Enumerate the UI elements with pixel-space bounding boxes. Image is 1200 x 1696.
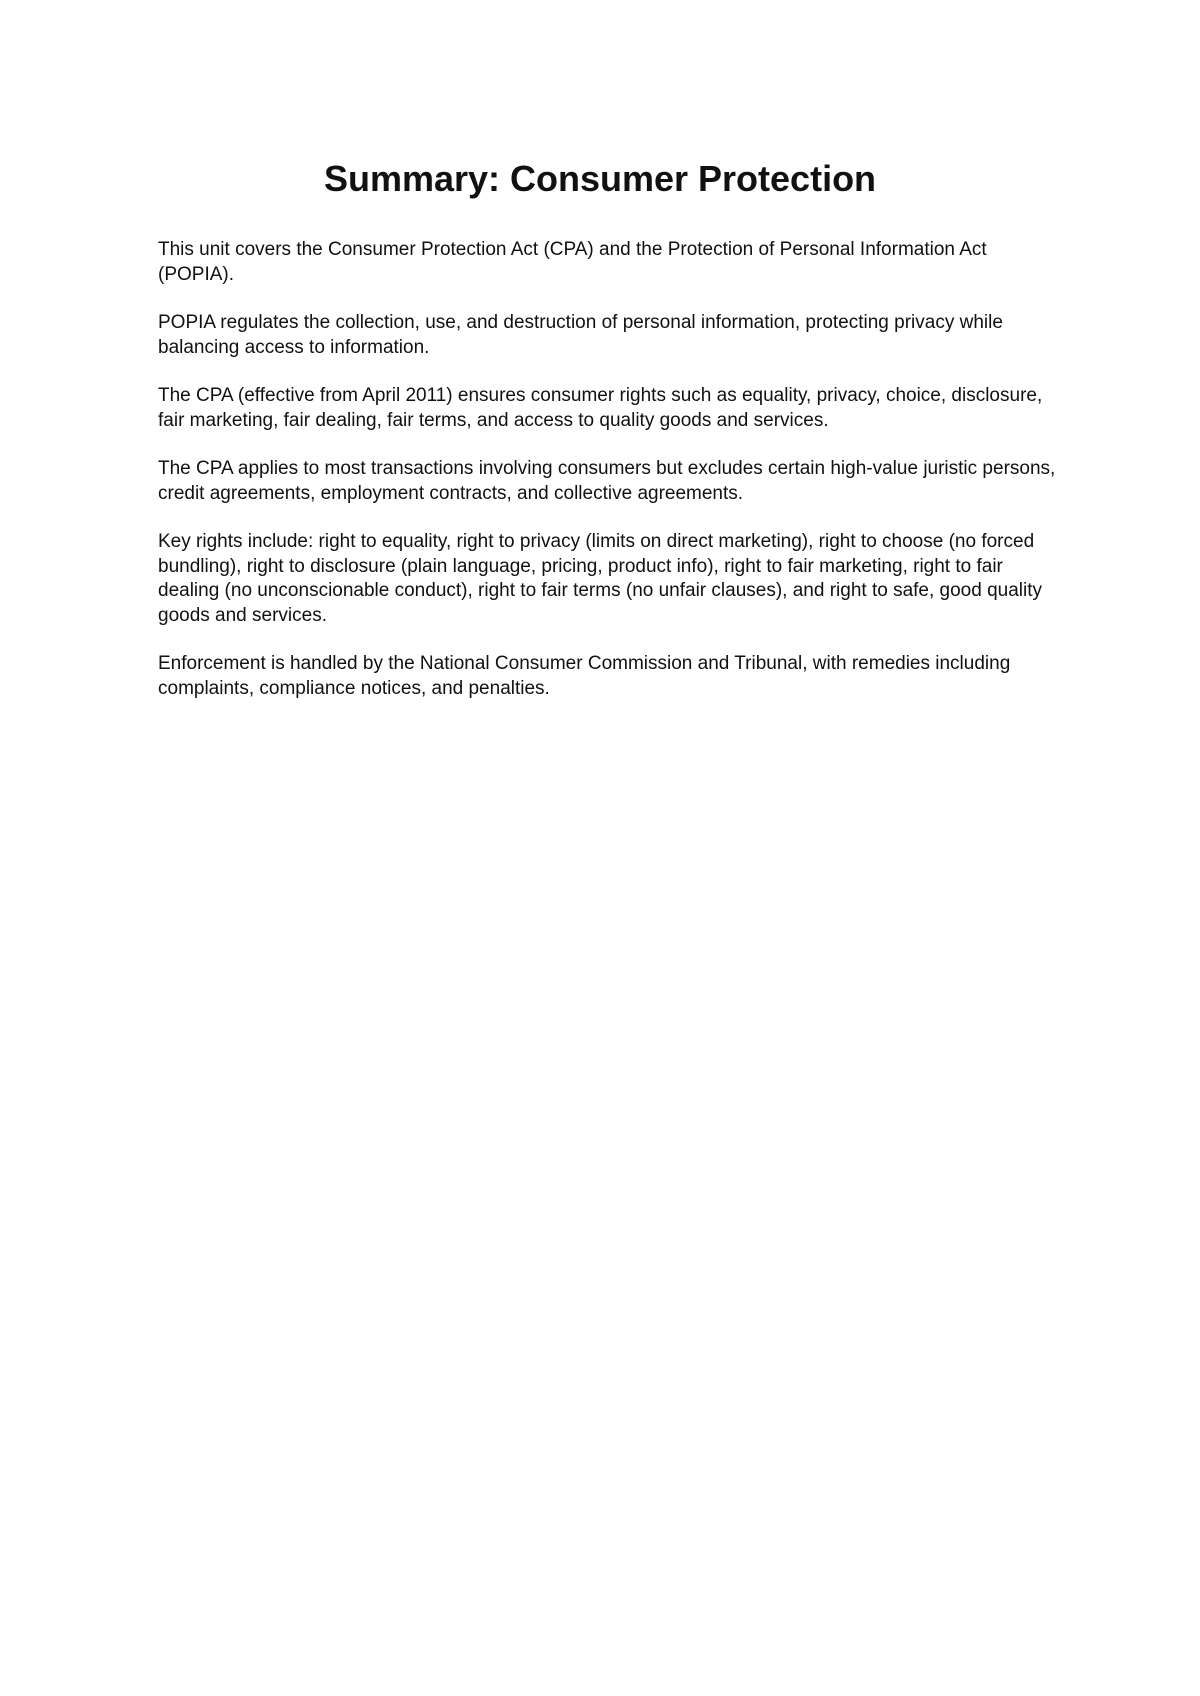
document-body bbox=[158, 238, 1058, 725]
paragraph-intro: This unit covers the Consumer Protection Act (CPA) and the Protection of Personal Information Act (POPIA). bbox=[158, 239, 987, 285]
page-title: Summary: Consumer Protection bbox=[323, 158, 877, 199]
paragraph-enforcement: Enforcement is handled by the National Consumer Commission and Tribunal, with remedies including complaints, compliance notices, and penalties. bbox=[158, 653, 1011, 699]
paragraph-cpa-scope: The CPA applies to most transactions involving consumers but excludes certain high-value juristic persons, credit agreements, employment contracts, and collective agreements. bbox=[158, 458, 1056, 504]
paragraph-popia: POPIA regulates the collection, use, and destruction of personal information, protecting privacy while balancing access to information. bbox=[158, 312, 1003, 358]
paragraph-cpa-rights: The CPA (effective from April 2011) ensures consumer rights such as equality, privacy, choice, disclosure, fair marketing, fair dealing, fair terms, and access to quality goods and services. bbox=[158, 385, 1043, 431]
paragraph-key-rights: Key rights include: right to equality, right to privacy (limits on direct marketing), right to choose (no forced bundling), right to disclosure (plain language, pricing, product info), right to fair marketing, right to fair dealing (no unconscionable conduct), right to fair terms (no unfair clauses), and right to safe, good quality goods and services. bbox=[158, 531, 1043, 626]
